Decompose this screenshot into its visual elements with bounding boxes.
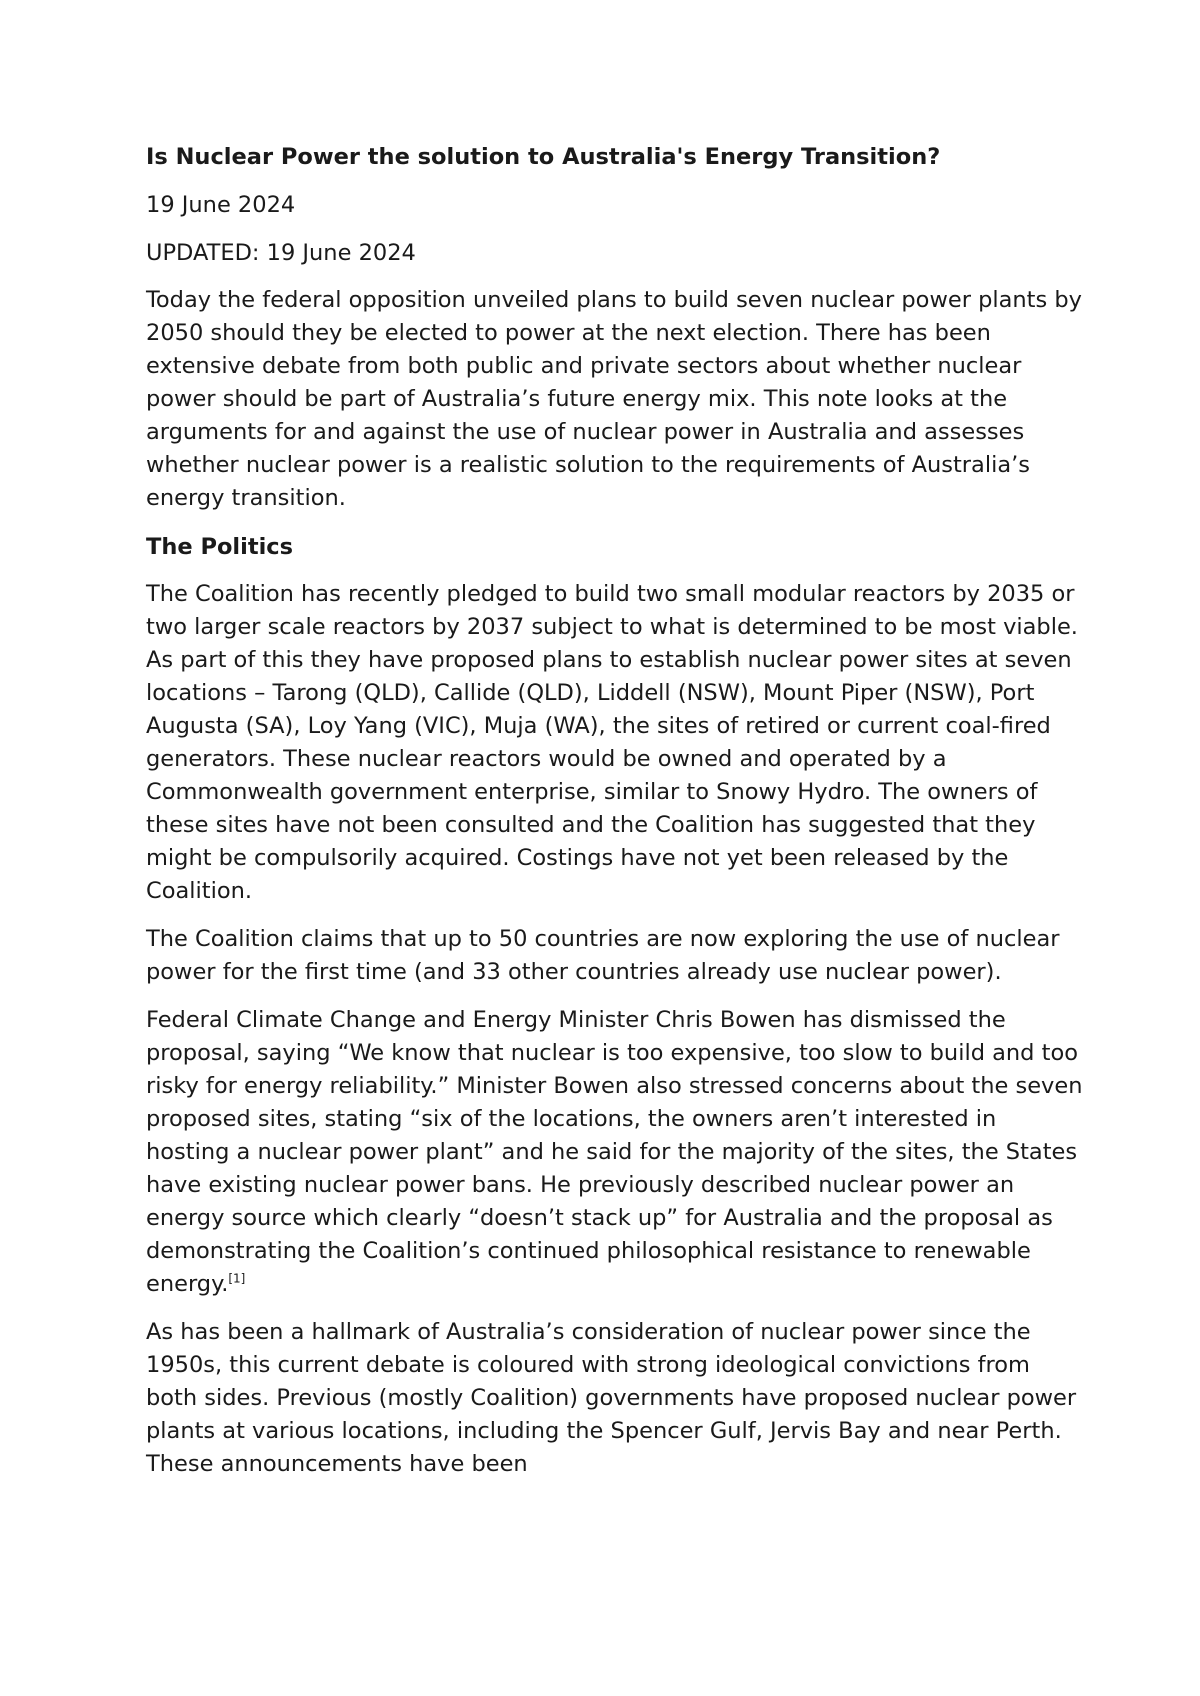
intro-paragraph: Today the federal opposition unveiled plans to build seven nuclear power plants by 2050 should they be elected to power at the next election. There has been extensive debate from both public and private sectors about whether nuclear power should be part of Australia’s future energy mix. This note looks at the arguments for and against the use of nuclear power in Australia and assesses whether nuclear power is a realistic solution to the requirements of Australia’s energy transition. <box>146 287 1082 511</box>
politics-paragraph-4: As has been a hallmark of Australia’s consideration of nuclear power since the 1950s, this current debate is coloured with strong ideological convictions from both sides. Previous (mostly Coalition) governments have proposed nuclear power plants at various locations, including the Spencer Gulf, Jervis Bay and near Perth. These announcements have been <box>146 1319 1077 1477</box>
politics-paragraph-2: The Coalition claims that up to 50 countries are now exploring the use of nuclear power for the first time (and 33 other countries already use nuclear power). <box>146 926 1060 985</box>
updated-date: UPDATED: 19 June 2024 <box>146 240 416 266</box>
publish-date: 19 June 2024 <box>146 192 296 218</box>
document-title: Is Nuclear Power the solution to Australia's Energy Transition? <box>146 144 941 170</box>
paragraph-3-text: Federal Climate Change and Energy Minister Chris Bowen has dismissed the proposal, saying “We know that nuclear is too expensive, too slow to build and too risky for energy reliability.” Minister Bowen also stressed concerns about the seven proposed sites, stating “six of the locations, the owners aren’t interested in hosting a nuclear power plant” and he said for the majority of the sites, the States have existing nuclear power bans. He previously described nuclear power an energy source which clearly “doesn’t stack up” for Australia and the proposal as demonstrating the Coalition’s continued philosophical resistance to renewable energy. <box>146 1007 1083 1297</box>
footnote-reference[interactable]: [1] <box>228 1271 246 1286</box>
section-heading: The Politics <box>146 534 294 560</box>
politics-paragraph-3 <box>146 1004 1086 1301</box>
politics-paragraph-1: The Coalition has recently pledged to build two small modular reactors by 2035 or two larger scale reactors by 2037 subject to what is determined to be most viable. As part of this they have proposed plans to establish nuclear power sites at seven locations – Tarong (QLD), Callide (QLD), Liddell (NSW), Mount Piper (NSW), Port Augusta (SA), Loy Yang (VIC), Muja (WA), the sites of retired or current coal-fired generators. These nuclear reactors would be owned and operated by a Commonwealth government enterprise, similar to Snowy Hydro. The owners of these sites have not been consulted and the Coalition has suggested that they might be compulsorily acquired. Costings have not yet been released by the Coalition. <box>146 581 1078 904</box>
document-page <box>146 140 1086 1496</box>
